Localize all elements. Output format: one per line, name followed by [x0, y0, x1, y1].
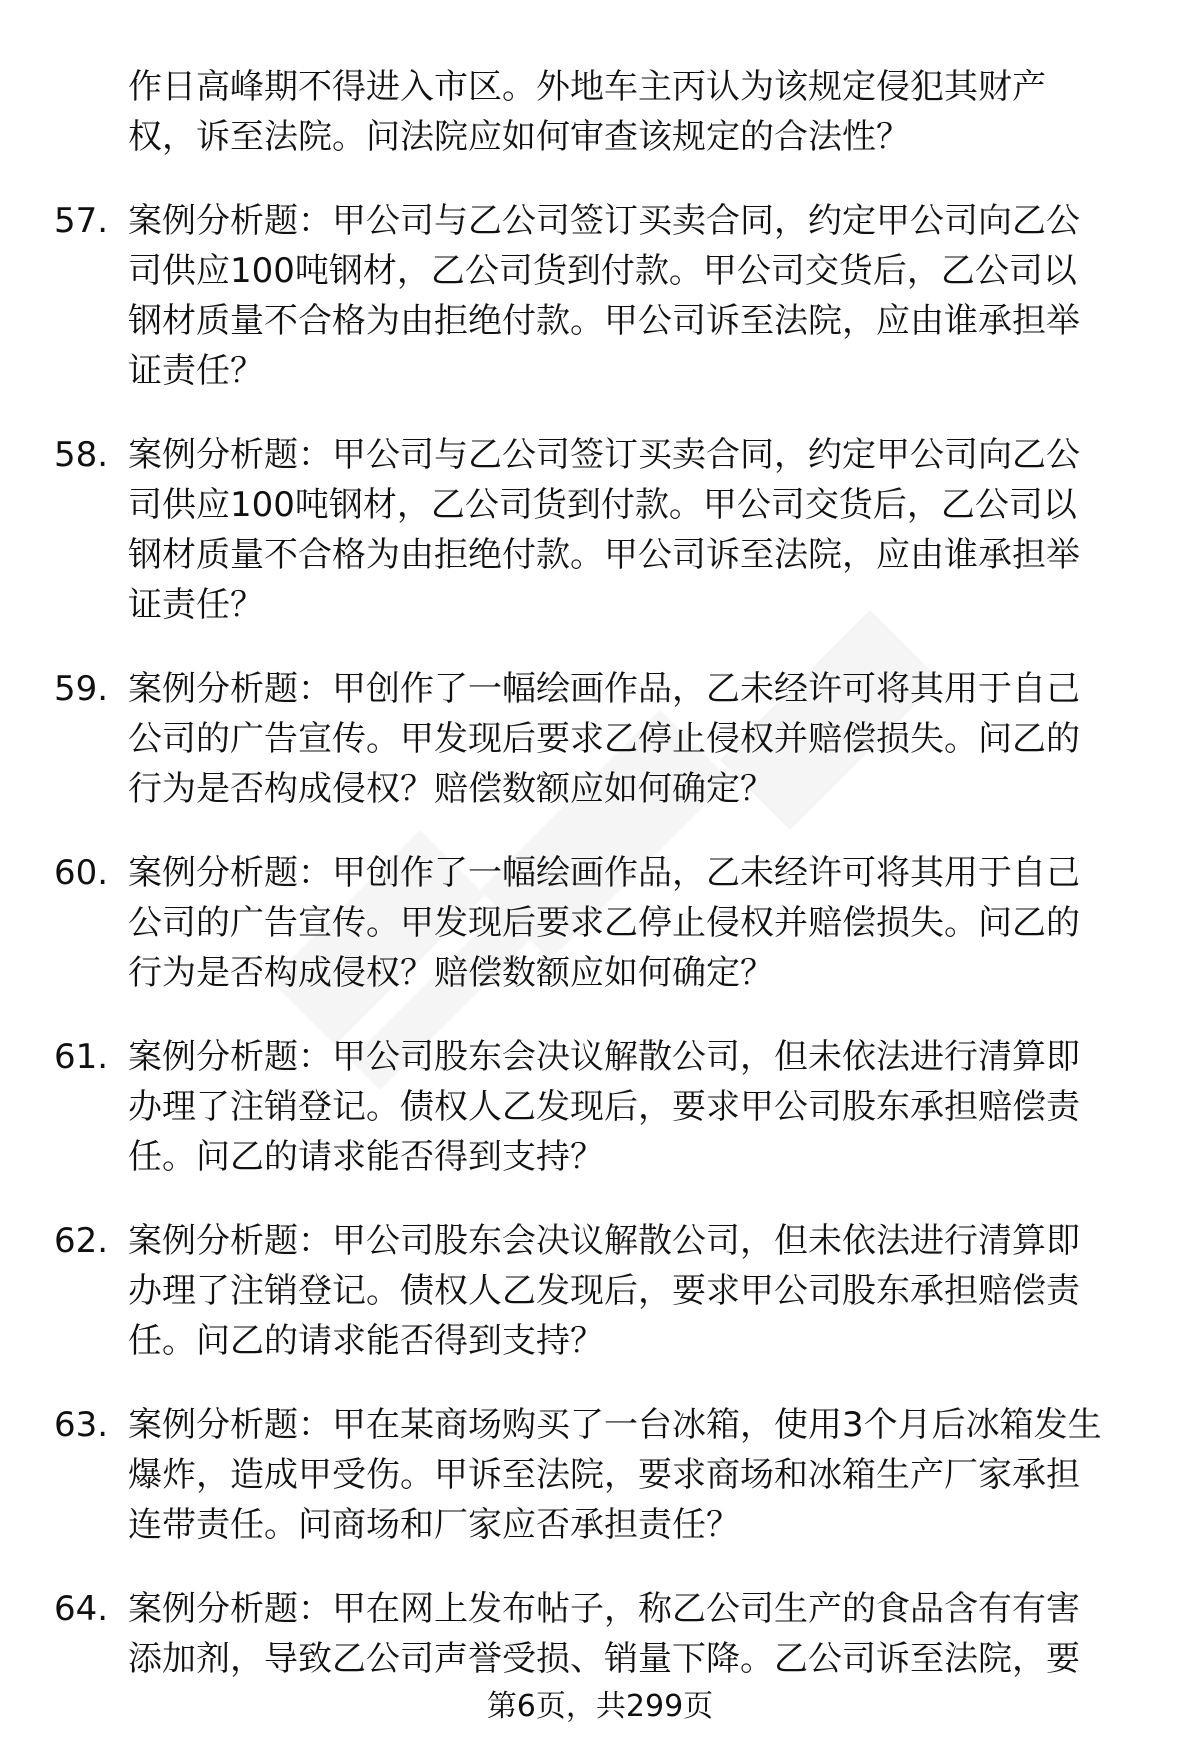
question-text: 案例分析题：甲公司股东会决议解散公司，但未依法进行清算即 办理了注销登记。债权人乙发现后，要求甲公司股东承担赔偿责 任。问乙的请求能否得到支持？: [128, 1221, 1080, 1361]
question-number: 61.: [54, 1037, 109, 1077]
question-61: [54, 1032, 1164, 1182]
question-57: [54, 196, 1164, 396]
question-62: [54, 1216, 1164, 1366]
continued-question-text: 作日高峰期不得进入市区。外地车主丙认为该规定侵犯其财产 权，诉至法院。问法院应如何审查该规定的合法性？: [128, 67, 1046, 157]
question-63: [54, 1400, 1164, 1550]
question-number: 64.: [54, 1589, 109, 1629]
question-59: [54, 664, 1164, 814]
question-text: 案例分析题：甲创作了一幅绘画作品，乙未经许可将其用于自己 公司的广告宣传。甲发现后要求乙停止侵权并赔偿损失。问乙的 行为是否构成侵权？赔偿数额应如何确定？: [128, 669, 1080, 809]
question-text: 案例分析题：甲在网上发布帖子，称乙公司生产的食品含有有害 添加剂，导致乙公司声誉受损、销量下降。乙公司诉至法院，要: [128, 1589, 1080, 1679]
question-text: 案例分析题：甲创作了一幅绘画作品，乙未经许可将其用于自己 公司的广告宣传。甲发现后要求乙停止侵权并赔偿损失。问乙的 行为是否构成侵权？赔偿数额应如何确定？: [128, 853, 1080, 993]
question-number: 59.: [54, 669, 109, 709]
question-58: [54, 430, 1164, 630]
question-number: 62.: [54, 1221, 109, 1261]
question-number: 63.: [54, 1405, 109, 1445]
question-number: 58.: [54, 435, 109, 475]
question-text: 案例分析题：甲在某商场购买了一台冰箱，使用3个月后冰箱发生 爆炸，造成甲受伤。甲诉至法院，要求商场和冰箱生产厂家承担 连带责任。问商场和厂家应否承担责任？: [128, 1405, 1102, 1545]
document-content: [54, 62, 1164, 1718]
question-number: 57.: [54, 201, 109, 241]
question-60: [54, 848, 1164, 998]
question-64: [54, 1584, 1164, 1684]
question-text: 案例分析题：甲公司与乙公司签订买卖合同，约定甲公司向乙公 司供应100吨钢材，乙公司货到付款。甲公司交货后，乙公司以 钢材质量不合格为由拒绝付款。甲公司诉至法院，应由谁承担举 证责任？: [128, 201, 1080, 391]
question-text: 案例分析题：甲公司与乙公司签订买卖合同，约定甲公司向乙公 司供应100吨钢材，乙公司货到付款。甲公司交货后，乙公司以 钢材质量不合格为由拒绝付款。甲公司诉至法院，应由谁承担举 证责任？: [128, 435, 1080, 625]
question-text: 案例分析题：甲公司股东会决议解散公司，但未依法进行清算即 办理了注销登记。债权人乙发现后，要求甲公司股东承担赔偿责 任。问乙的请求能否得到支持？: [128, 1037, 1080, 1177]
page-footer: 第6页，共299页: [486, 1689, 714, 1724]
question-number: 60.: [54, 853, 109, 893]
